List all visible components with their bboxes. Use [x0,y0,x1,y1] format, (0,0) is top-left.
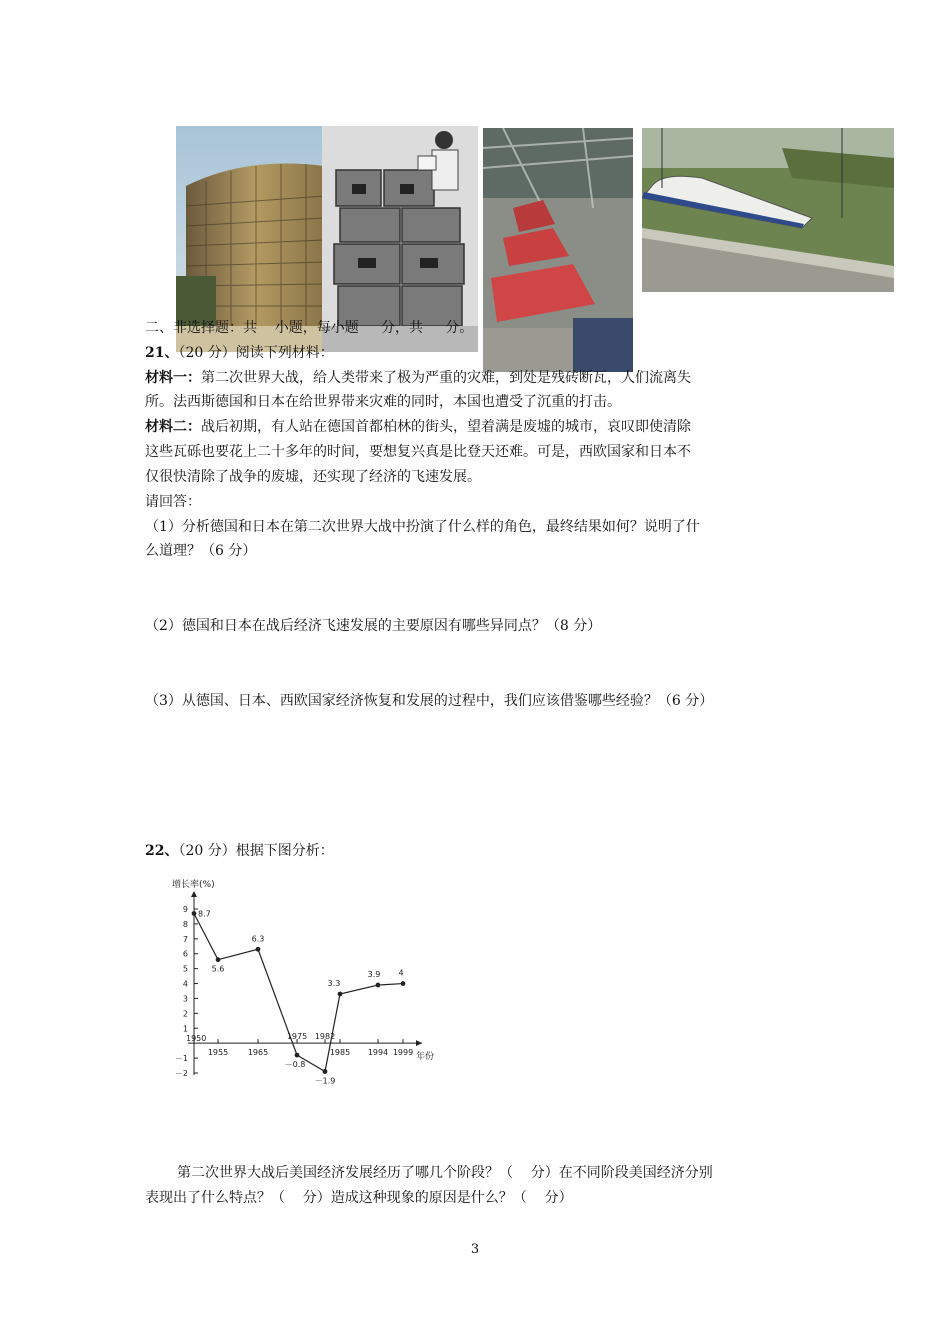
chart-y-tick-label: 1 [182,1024,188,1034]
chart-y-tick-label: 2 [182,1009,188,1019]
chart-x-tick-label: 1994 [367,1048,389,1058]
chart-ylabel: 增长率(%) [172,880,215,890]
q22-score: （20 分） [178,843,236,859]
chart-data-point [401,981,406,986]
q21-material1-line1 [145,368,815,388]
chart-y-tick-label: 3 [182,994,188,1004]
chart-y-tick-label: －2 [174,1069,188,1078]
q21-material2-line1 [145,417,815,437]
chart-xlabel: 年份 [416,1052,435,1062]
chart-y-axis-arrow [191,891,197,897]
chart-data-point [338,992,343,997]
section-header-prefix: 二、 [145,320,173,336]
section-header-text: 非选择题：共 小题，每小题 分，共 分。 [173,320,474,336]
chart-y-tick-label: 7 [182,934,188,944]
chart-data-label: 3.9 [367,970,381,980]
q21-number: 21、 [145,345,179,361]
chart-x-tick-label: 1950 [186,1034,207,1044]
q21-sub1-line1: （1）分析德国和日本在第二次世界大战中扮演了什么样的角色，最终结果如何？说明了什 [145,519,700,535]
q21-material2-text1: 战后初期，有人站在德国首都柏林的街头，望着满是废墟的城市，哀叹即使清除 [201,419,691,435]
q21-sub1-line2: 么道理？（6 分） [145,543,257,559]
photo-bullet-train [642,128,894,292]
q21-sub3: （3）从德国、日本、西欧国家经济恢复和发展的过程中，我们应该借鉴哪些经验？（6 分） [145,693,714,709]
q22-number: 22、 [145,843,179,859]
section-header [145,318,815,338]
chart-x-tick-label: 1999 [392,1048,414,1058]
q21-answer-prompt: 请回答： [145,494,201,510]
q22-instruction: 根据下图分析： [235,843,334,859]
chart-x-tick-label: 1985 [329,1048,351,1058]
chart-data-point [323,1069,328,1074]
chart-y-tick-label: 4 [182,979,188,989]
q21-material1-line2: 所。法西斯德国和日本在给世界带来灾难的同时，本国也遭受了沉重的打击。 [145,394,621,410]
q21-material2-line2: 这些瓦砾也要花上二十多年的时间，要想复兴真是比登天还难。可是，西欧国家和日本不 [145,444,691,460]
chart-data-point [295,1053,300,1058]
chart-data-point [256,947,261,952]
chart-x-axis-arrow [416,1040,422,1046]
q21-material1-label: 材料一： [145,370,201,386]
q21-score: （20 分） [178,345,236,361]
chart-y-tick-label: 9 [182,905,188,914]
q21-material1-text1: 第二次世界大战，给人类带来了极为严重的灾难，到处是残砖断瓦，人们流离失 [201,370,691,386]
chart-data-point [376,983,381,988]
chart-data-label: 8.7 [198,909,211,919]
q22-heading [145,841,815,861]
q21-material2-line3: 仅很快清除了战争的废墟，还实现了经济的飞速发展。 [145,469,481,485]
us-growth-chart [160,875,450,1090]
chart-x-tick-label: 1975 [286,1032,308,1042]
chart-x-tick-label: 1955 [207,1048,229,1058]
q21-sub2: （2）德国和日本在战后经济飞速发展的主要原因有哪些异同点？（8 分） [145,618,602,634]
q21-material2-label: 材料二： [145,419,201,435]
chart-y-tick-label: 5 [182,964,188,974]
page-number: 3 [470,1242,480,1257]
chart-x-tick-label: 1982 [314,1032,336,1042]
q22-question-line2: 表现出了什么特点？（ 分）造成这种现象的原因是什么？（ 分） [145,1190,573,1206]
chart-data-label: 6.3 [251,934,265,944]
chart-data-label: 5.6 [211,964,225,974]
chart-data-label: －0.8 [284,1060,306,1070]
chart-data-label: －1.9 [314,1076,336,1086]
chart-data-point [192,911,197,916]
chart-y-tick-label: 6 [182,949,188,959]
chart-x-tick-label: 1965 [247,1048,269,1058]
q21-heading [145,343,815,363]
q22-question-line1: 第二次世界大战后美国经济发展经历了哪几个阶段？（ 分）在不同阶段美国经济分别 [177,1165,713,1181]
chart-data-point [216,957,221,962]
chart-data-label: 4 [398,968,404,978]
chart-data-label: 3.3 [327,978,341,988]
q21-instruction: 阅读下列材料： [235,345,334,361]
chart-y-tick-label: －1 [174,1054,188,1064]
chart-y-tick-label: 8 [182,919,188,929]
